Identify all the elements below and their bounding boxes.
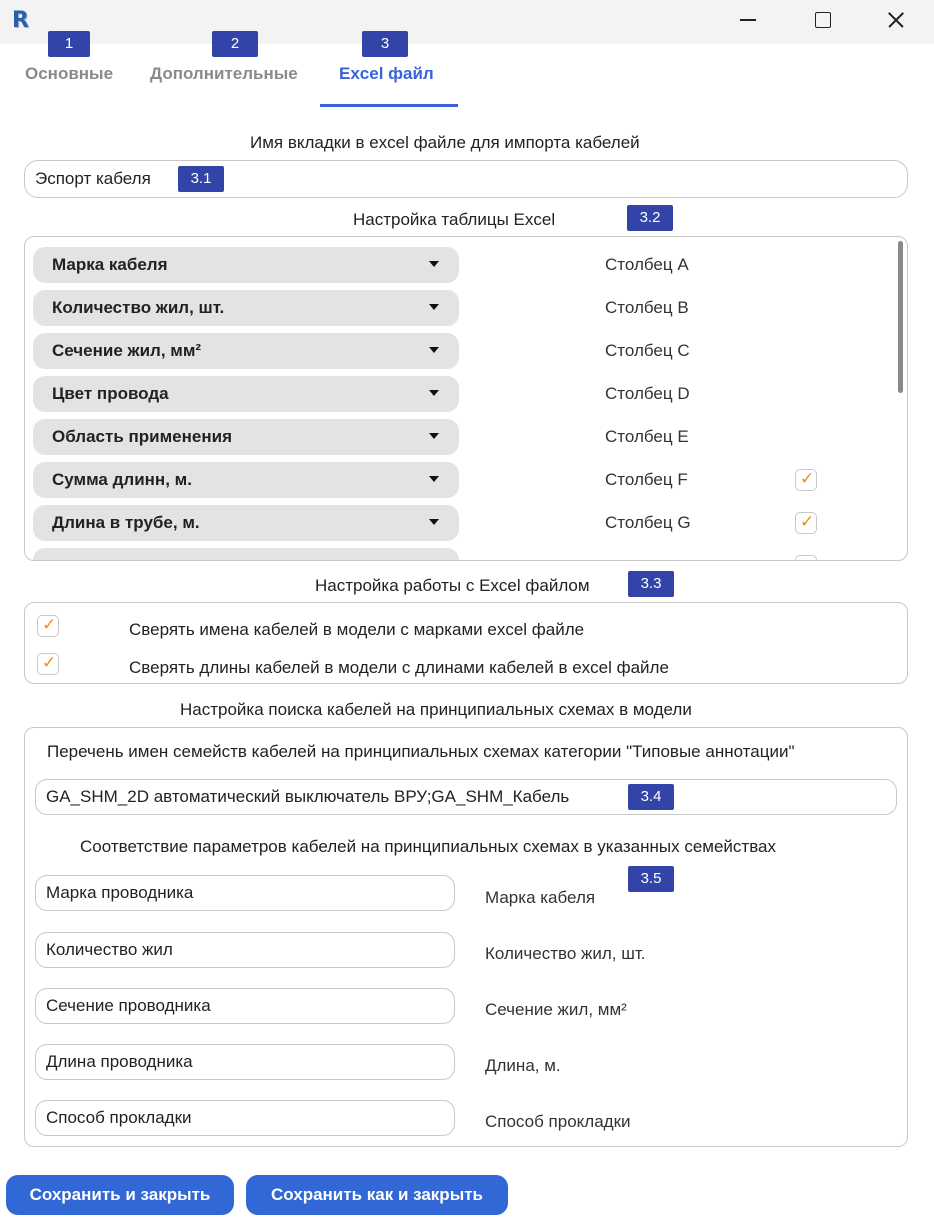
param-select-value: Длина в трубе, м. <box>52 513 200 532</box>
field-badge: 3.1 <box>178 166 224 192</box>
mapping-param-label: Длина, м. <box>485 1056 561 1075</box>
param-select[interactable] <box>33 290 459 326</box>
mapping-field-value: Марка проводника <box>46 883 194 902</box>
mapping-field-value: Длина проводника <box>46 1052 193 1071</box>
search-setup-panel <box>24 727 908 1147</box>
column-label: Столбец D <box>605 384 690 403</box>
column-checkbox[interactable] <box>795 555 817 561</box>
param-select[interactable] <box>33 548 459 561</box>
mapping-field-value: Способ прокладки <box>46 1108 192 1127</box>
mapping-field-input[interactable] <box>35 1100 455 1136</box>
mapping-param-label: Сечение жил, мм² <box>485 1000 627 1019</box>
mapping-param-label: Количество жил, шт. <box>485 944 646 963</box>
section-badge: 3.5 <box>628 866 674 892</box>
table-setup-panel[interactable] <box>24 236 908 561</box>
column-checkbox[interactable] <box>795 469 817 491</box>
mapping-param-label: Способ прокладки <box>485 1112 631 1131</box>
mapping-field-input[interactable] <box>35 1044 455 1080</box>
compare-names-label: Сверять имена кабелей в модели с марками excel файле <box>129 620 585 639</box>
families-title: Перечень имен семейств кабелей на принципиальных схемах категории "Типовые аннотации" <box>47 742 795 761</box>
param-select[interactable] <box>33 333 459 369</box>
save-as-close-button[interactable]: Сохранить как и закрыть <box>246 1175 508 1215</box>
close-icon[interactable] <box>876 6 916 34</box>
column-label: Столбец G <box>605 513 691 532</box>
param-select[interactable] <box>33 505 459 541</box>
param-select[interactable] <box>33 419 459 455</box>
chevron-down-icon <box>429 476 439 482</box>
column-label: Столбец F <box>605 470 688 489</box>
compare-names-checkbox[interactable] <box>37 615 59 637</box>
scrollbar[interactable] <box>898 241 903 393</box>
families-input[interactable] <box>35 779 897 815</box>
mapping-title: Соответствие параметров кабелей на принципиальных схемах в указанных семействах <box>80 837 777 856</box>
sheet-name-value: Эспорт кабеля <box>35 169 151 188</box>
param-select[interactable] <box>33 376 459 412</box>
families-value: GA_SHM_2D автоматический выключатель ВРУ;GA_SHM_Кабель <box>46 787 570 806</box>
chevron-down-icon <box>429 347 439 353</box>
mapping-field-input[interactable] <box>35 932 455 968</box>
mapping-field-input[interactable] <box>35 988 455 1024</box>
chevron-down-icon <box>429 304 439 310</box>
work-setup-panel <box>24 602 908 684</box>
tab-badge: 1 <box>48 31 90 57</box>
column-label: Столбец A <box>605 255 689 274</box>
minimize-icon[interactable] <box>728 6 768 34</box>
title-bar <box>0 0 934 44</box>
compare-lengths-checkbox[interactable] <box>37 653 59 675</box>
mapping-param-label: Марка кабеля <box>485 888 596 907</box>
tab-badge: 3 <box>362 31 408 57</box>
param-select-value: Сумма длинн, м. <box>52 470 192 489</box>
work-setup-title: Настройка работы с Excel файлом <box>315 576 590 595</box>
param-select-value: Область применения <box>52 427 233 446</box>
active-tab-indicator <box>320 104 458 107</box>
tab-additional[interactable]: Дополнительные <box>150 64 298 83</box>
param-select[interactable] <box>33 247 459 283</box>
tab-badge: 2 <box>212 31 258 57</box>
maximize-icon[interactable] <box>803 6 843 34</box>
column-label: Столбец B <box>605 298 689 317</box>
column-label: Столбец E <box>605 427 689 446</box>
param-select-value: Цвет провода <box>52 384 169 403</box>
field-badge: 3.4 <box>628 784 674 810</box>
section-badge: 3.3 <box>628 571 674 597</box>
param-select-value: Марка кабеля <box>52 255 168 274</box>
chevron-down-icon <box>429 519 439 525</box>
tab-main[interactable]: Основные <box>25 64 114 83</box>
mapping-field-value: Сечение проводника <box>46 996 211 1015</box>
column-label: Столбец C <box>605 341 690 360</box>
mapping-field-value: Количество жил <box>46 940 173 959</box>
param-select-value: Количество жил, шт. <box>52 298 225 317</box>
sheet-name-title: Имя вкладки в excel файле для импорта кабелей <box>250 133 640 152</box>
param-select[interactable] <box>33 462 459 498</box>
app-logo-icon: R <box>12 8 29 33</box>
chevron-down-icon <box>429 261 439 267</box>
search-setup-title: Настройка поиска кабелей на принципиальных схемах в модели <box>180 700 692 719</box>
chevron-down-icon <box>429 390 439 396</box>
compare-lengths-label: Сверять длины кабелей в модели с длинами кабелей в excel файле <box>129 658 669 677</box>
save-close-button[interactable]: Сохранить и закрыть <box>6 1175 234 1215</box>
param-select-value: Сечение жил, мм² <box>52 341 202 360</box>
mapping-field-input[interactable] <box>35 875 455 911</box>
section-badge: 3.2 <box>627 205 673 231</box>
column-checkbox[interactable] <box>795 512 817 534</box>
table-setup-title: Настройка таблицы Excel <box>353 210 556 229</box>
chevron-down-icon <box>429 433 439 439</box>
sheet-name-input[interactable] <box>24 160 908 198</box>
tab-excel-file[interactable]: Excel файл <box>339 64 434 83</box>
